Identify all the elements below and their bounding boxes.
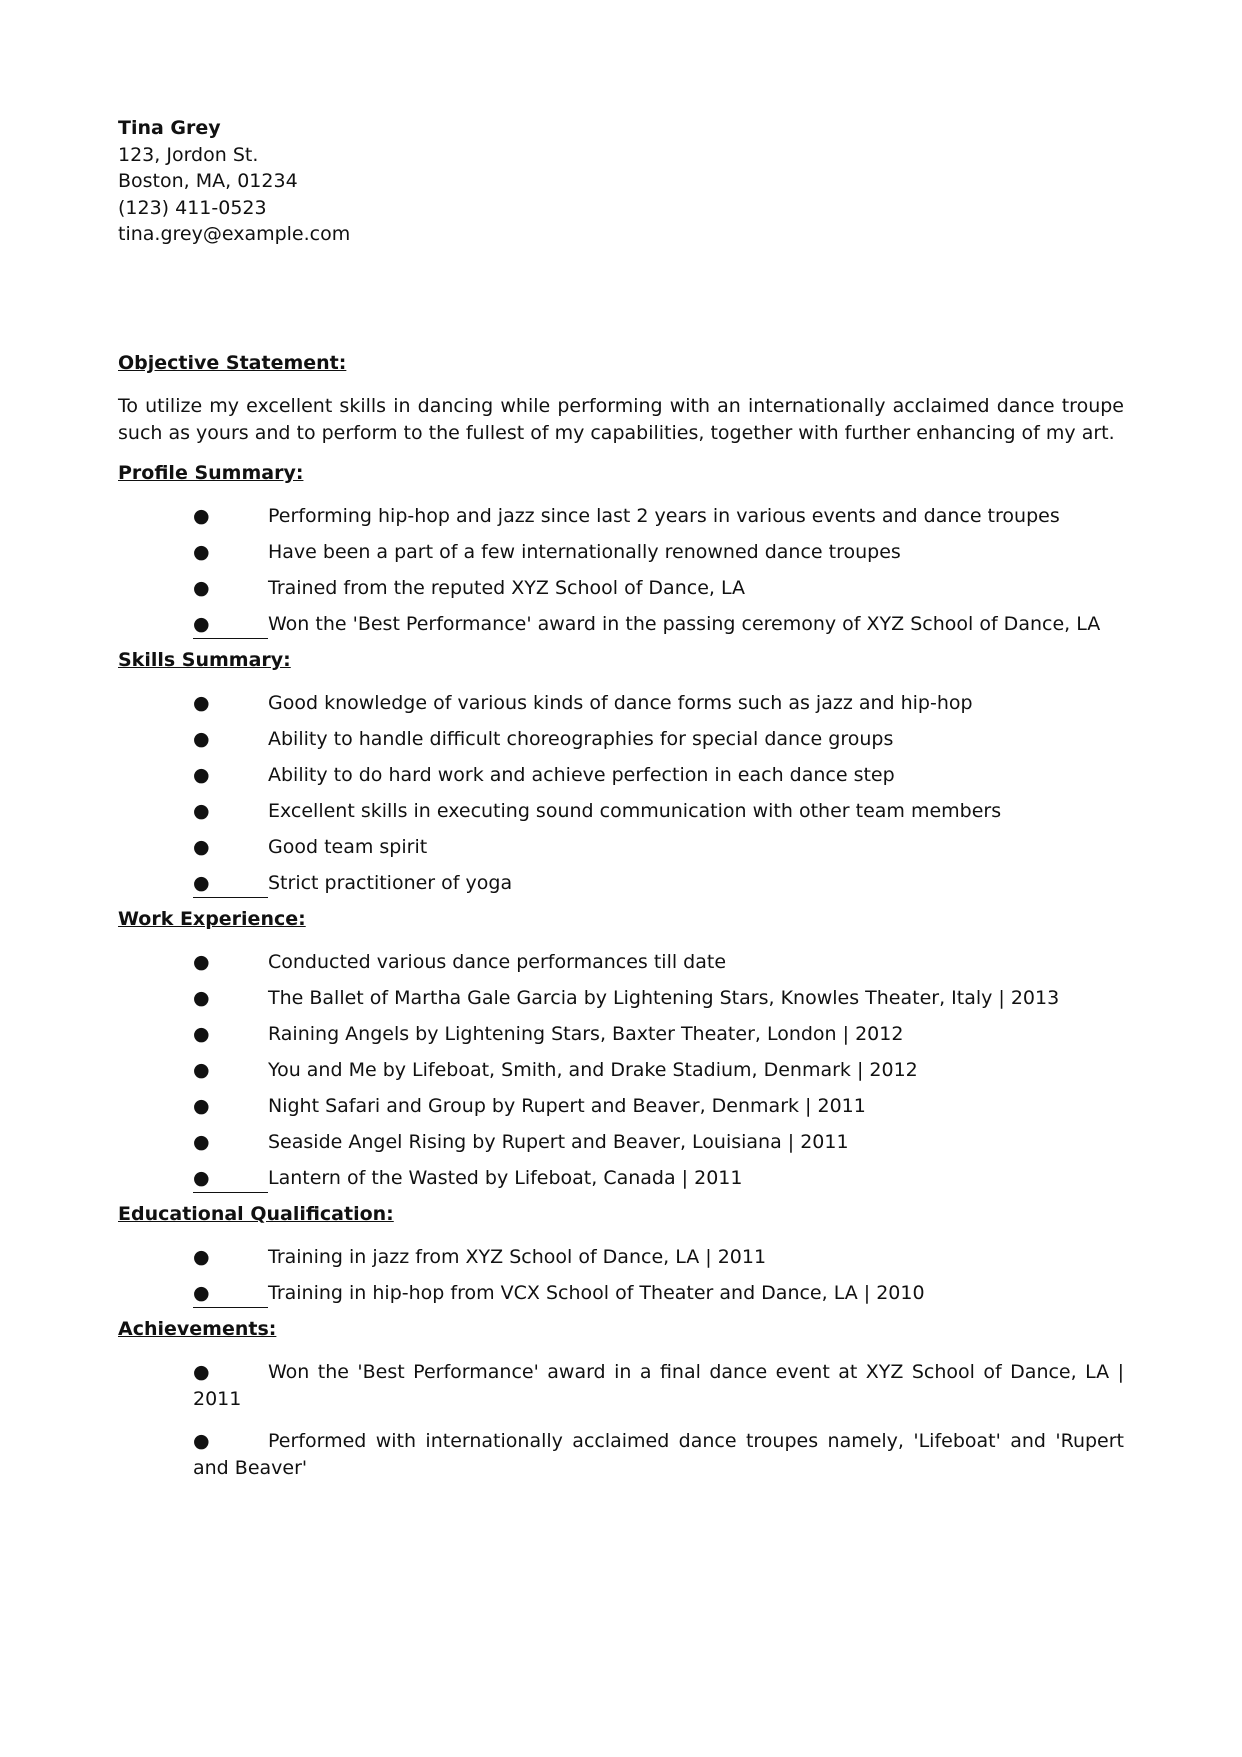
applicant-name: Tina Grey	[118, 117, 221, 139]
profile-heading: Profile Summary:	[118, 462, 304, 484]
work-heading: Work Experience:	[118, 908, 306, 930]
bullet-icon: ●	[193, 1361, 210, 1383]
list-item: ● Won the 'Best Performance' award in a final dance event at XYZ School of Dance, LA | 2011	[193, 1361, 1124, 1410]
list-item: ● Good team spirit	[193, 834, 1124, 861]
bullet-icon: ●	[193, 1430, 210, 1452]
list-item: ● Performing hip-hop and jazz since last 2 years in various events and dance troupes	[193, 503, 1124, 530]
list-item: ● Raining Angels by Lightening Stars, Baxter Theater, London | 2012	[193, 1021, 1124, 1048]
bullet-icon: ●	[193, 577, 210, 599]
achievements-heading: Achievements:	[118, 1318, 277, 1340]
bullet-icon: ●	[193, 611, 268, 639]
bullet-icon: ●	[193, 1023, 210, 1045]
list-item: ● Won the 'Best Performance' award in the passing ceremony of XYZ School of Dance, LA	[193, 611, 1124, 638]
list-item: ● Conducted various dance performances till date	[193, 949, 1124, 976]
list-item: ● Training in jazz from XYZ School of Dance, LA | 2011	[193, 1244, 1124, 1271]
list-item: ● Ability to do hard work and achieve perfection in each dance step	[193, 762, 1124, 789]
list-item: ● Training in hip-hop from VCX School of Theater and Dance, LA | 2010	[193, 1280, 1124, 1307]
objective-text: To utilize my excellent skills in dancing while performing with an internationally acclaimed dance troupe such as yours and to perform to the fullest of my capabilities, together with further enhancing of my art.	[118, 395, 1124, 444]
list-item: ● Strict practitioner of yoga	[193, 870, 1124, 897]
list-item: ● Performed with internationally acclaimed dance troupes namely, 'Lifeboat' and 'Rupert and Beaver'	[193, 1430, 1124, 1479]
list-item: ● Ability to handle difficult choreographies for special dance groups	[193, 726, 1124, 753]
bullet-icon: ●	[193, 1246, 210, 1268]
bullet-icon: ●	[193, 870, 268, 898]
phone-number: (123) 411-0523	[118, 196, 267, 219]
bullet-icon: ●	[193, 505, 210, 527]
list-item: ● Have been a part of a few internationally renowned dance troupes	[193, 539, 1124, 566]
address-city: Boston, MA, 01234	[118, 170, 298, 192]
list-item: ● Trained from the reputed XYZ School of Dance, LA	[193, 575, 1124, 602]
list-item: ● Lantern of the Wasted by Lifeboat, Canada | 2011	[193, 1165, 1124, 1192]
list-item: ● Good knowledge of various kinds of dance forms such as jazz and hip-hop	[193, 690, 1124, 717]
bullet-icon: ●	[193, 764, 210, 786]
education-heading: Educational Qualification:	[118, 1203, 394, 1225]
bullet-icon: ●	[193, 728, 210, 750]
bullet-icon: ●	[193, 987, 210, 1009]
list-item: ● Night Safari and Group by Rupert and Beaver, Denmark | 2011	[193, 1093, 1124, 1120]
skills-heading: Skills Summary:	[118, 649, 291, 671]
bullet-icon: ●	[193, 1131, 210, 1153]
list-item: ● Excellent skills in executing sound communication with other team members	[193, 798, 1124, 825]
bullet-icon: ●	[193, 951, 210, 973]
bullet-icon: ●	[193, 1165, 268, 1193]
bullet-icon: ●	[193, 800, 210, 822]
email-address: tina.grey@example.com	[118, 223, 351, 245]
bullet-icon: ●	[193, 1095, 210, 1117]
objective-heading: Objective Statement:	[118, 352, 347, 374]
list-item: ● Seaside Angel Rising by Rupert and Beaver, Louisiana | 2011	[193, 1129, 1124, 1156]
address-street: 123, Jordon St.	[118, 143, 259, 166]
list-item: ● You and Me by Lifeboat, Smith, and Drake Stadium, Denmark | 2012	[193, 1057, 1124, 1084]
bullet-icon: ●	[193, 541, 210, 563]
bullet-icon: ●	[193, 836, 210, 858]
list-item: ● The Ballet of Martha Gale Garcia by Lightening Stars, Knowles Theater, Italy | 2013	[193, 985, 1124, 1012]
bullet-icon: ●	[193, 1059, 210, 1081]
contact-block	[118, 115, 350, 248]
bullet-icon: ●	[193, 692, 210, 714]
bullet-icon: ●	[193, 1280, 268, 1308]
